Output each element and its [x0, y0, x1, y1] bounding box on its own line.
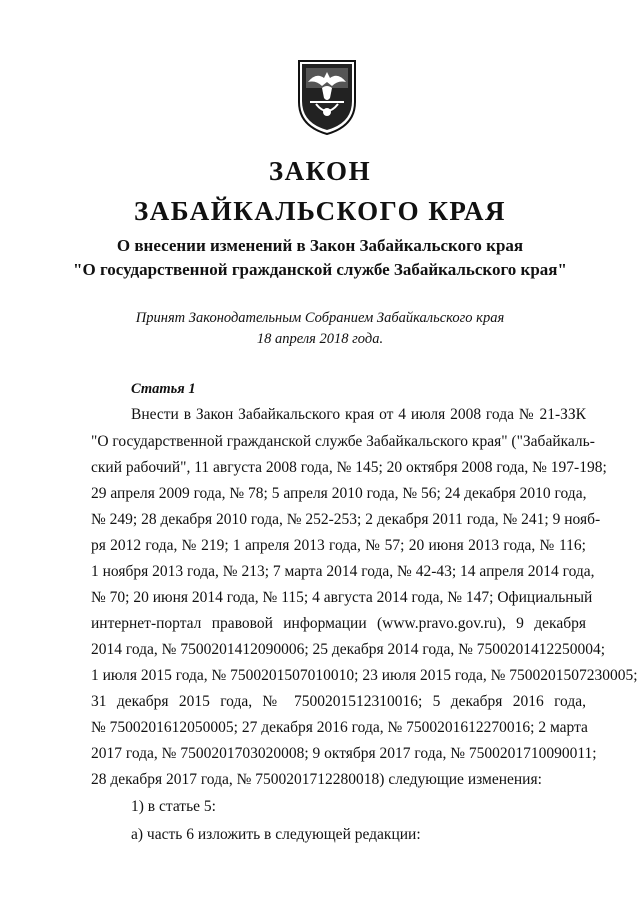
coat-of-arms-icon — [296, 58, 358, 136]
body-line: 1) в статье 5: — [131, 798, 216, 815]
document-title-line-2: ЗАБАЙКАЛЬСКОГО КРАЯ — [134, 196, 506, 226]
body-line: 1 ноября 2013 года, № 213; 7 марта 2014 года, № 42-43; 14 апреля 2014 года, — [91, 563, 595, 580]
body-line: 31 декабря 2015 года, № 7500201512310016; 5 декабря 2016 года, — [91, 693, 586, 710]
document-subtitle-line-1: О внесении изменений в Закон Забайкальского края — [116, 236, 524, 255]
adoption-note-line-2: 18 апреля 2018 года. — [256, 331, 384, 347]
body-line: 2017 года, № 7500201703020008; 9 октября 2017 года, № 7500201710090011; — [91, 745, 597, 762]
body-line: а) часть 6 изложить в следующей редакции: — [131, 826, 421, 843]
body-line: ря 2012 года, № 219; 1 апреля 2013 года, № 57; 20 июня 2013 года, № 116; — [91, 537, 586, 554]
body-line: № 249; 28 декабря 2010 года, № 252-253; 2 декабря 2011 года, № 241; 9 нояб- — [91, 511, 601, 528]
body-line: № 70; 20 июня 2014 года, № 115; 4 августа 2014 года, № 147; Официальный — [91, 589, 593, 606]
document-subtitle-line-2: "О государственной гражданской службе Забайкальского края" — [73, 260, 567, 279]
body-line: 2014 года, № 7500201412090006; 25 декабря 2014 года, № 7500201412250004; — [91, 641, 606, 658]
document-title-line-1: ЗАКОН — [268, 156, 372, 186]
body-line: интернет-портал правовой информации (www.pravo.gov.ru), 9 декабря — [91, 615, 586, 632]
body-line: ский рабочий", 11 августа 2008 года, № 145; 20 октября 2008 года, № 197-198; — [91, 459, 607, 476]
body-line: № 7500201612050005; 27 декабря 2016 года, № 7500201612270016; 2 марта — [91, 719, 588, 736]
body-line: Внести в Закон Забайкальского края от 4 июля 2008 года № 21-ЗЗК — [131, 406, 586, 423]
body-line: "О государственной гражданской службе Забайкальского края" ("Забайкаль- — [91, 433, 595, 450]
body-line: 1 июля 2015 года, № 7500201507010010; 23 июля 2015 года, № 7500201507230005; — [91, 667, 638, 684]
body-line: 29 апреля 2009 года, № 78; 5 апреля 2010 года, № 56; 24 декабря 2010 года, — [91, 485, 587, 502]
article-heading: Статья 1 — [131, 381, 196, 397]
body-line: 28 декабря 2017 года, № 7500201712280018) следующие изменения: — [91, 771, 542, 788]
adoption-note-line-1: Принят Законодательным Собранием Забайкальского края — [135, 310, 505, 326]
